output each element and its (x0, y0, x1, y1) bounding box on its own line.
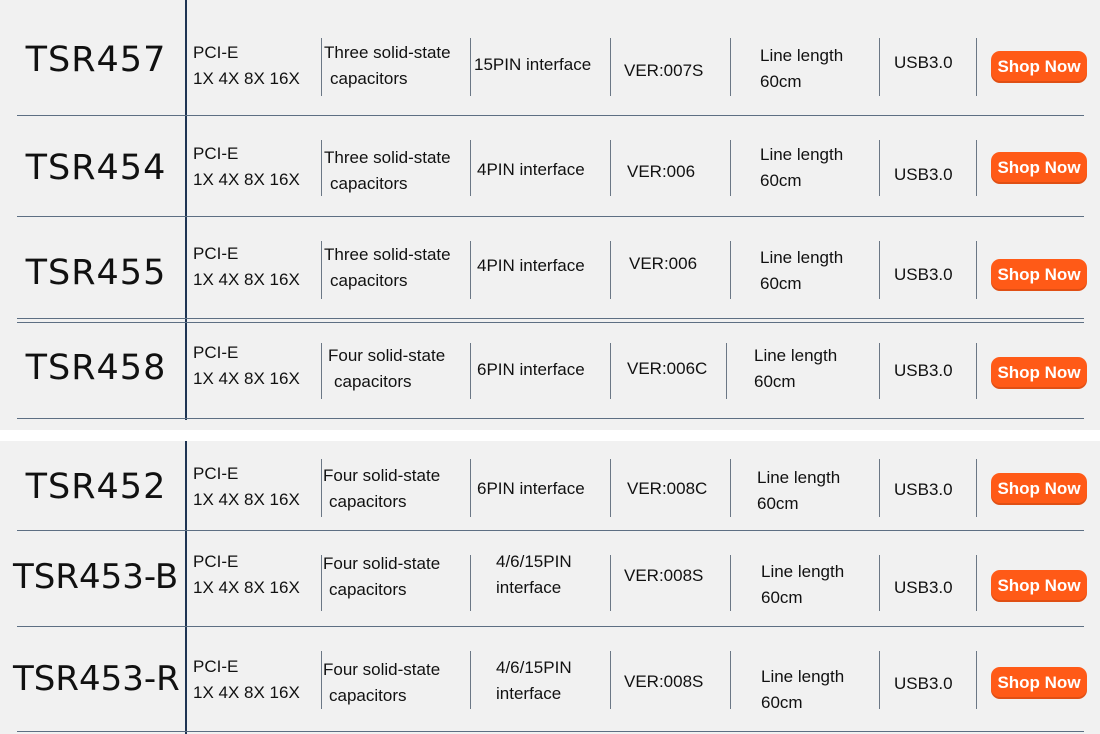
slot-type-line2: 1X 4X 8X 16X (193, 369, 300, 388)
line-length-value: 60cm (761, 588, 803, 607)
shop-now-button[interactable]: Shop Now (991, 259, 1087, 291)
column-separator (610, 343, 611, 399)
line-length (761, 664, 844, 716)
table-row (0, 0, 1100, 115)
shop-now-button[interactable]: Shop Now (991, 570, 1087, 602)
section-gap (0, 430, 1100, 441)
slot-type-line1: PCI-E (193, 464, 239, 483)
column-separator (730, 555, 731, 611)
capacitors (324, 40, 451, 92)
capacitors-line2: capacitors (329, 580, 407, 599)
column-separator (610, 38, 611, 96)
line-length (760, 245, 843, 297)
model-name: TSR453-R (13, 659, 180, 699)
column-separator (879, 555, 880, 611)
slot-type-line1: PCI-E (193, 552, 239, 571)
line-length-label: Line length (761, 667, 845, 686)
interface (496, 655, 572, 707)
capacitors-line2: capacitors (330, 69, 408, 88)
model-name: TSR455 (25, 253, 167, 293)
column-separator (470, 555, 471, 611)
column-separator (470, 241, 471, 299)
interface-line1: 4/6/15PIN (496, 552, 572, 571)
capacitors-line2: capacitors (330, 271, 408, 290)
column-separator (321, 241, 322, 299)
capacitors (323, 551, 440, 603)
column-separator (470, 343, 471, 399)
column-separator (730, 38, 731, 96)
column-separator (321, 651, 322, 709)
capacitors-line2: capacitors (330, 174, 408, 193)
model-name: TSR458 (25, 348, 167, 388)
interface (474, 52, 591, 78)
capacitors (324, 242, 451, 294)
slot-type-line1: PCI-E (193, 43, 239, 62)
column-separator (726, 343, 727, 399)
line-length-value: 60cm (760, 274, 802, 293)
capacitors-line2: capacitors (329, 686, 407, 705)
slot-type-line2: 1X 4X 8X 16X (193, 270, 300, 289)
model-name: TSR454 (25, 148, 167, 188)
column-separator (321, 459, 322, 517)
column-separator (879, 241, 880, 299)
slot-type-line2: 1X 4X 8X 16X (193, 490, 300, 509)
capacitors (328, 343, 445, 395)
slot-type (193, 549, 300, 601)
column-separator (730, 140, 731, 196)
column-separator (879, 343, 880, 399)
slot-type-line1: PCI-E (193, 657, 239, 676)
slot-type (193, 654, 300, 706)
table-row (0, 627, 1100, 731)
product-table-bottom (0, 441, 1100, 734)
usb-version: USB3.0 (894, 674, 953, 693)
interface-line2: interface (496, 578, 562, 597)
interface (477, 357, 585, 383)
line-length (761, 559, 844, 611)
column-separator (610, 555, 611, 611)
interface-line2: interface (496, 684, 562, 703)
column-separator (976, 555, 977, 611)
table-row (0, 217, 1100, 318)
usb-version: USB3.0 (894, 165, 953, 184)
capacitors-line1: Four solid-state (328, 346, 446, 365)
shop-now-button[interactable]: Shop Now (991, 667, 1087, 699)
column-separator (321, 140, 322, 196)
interface (496, 549, 572, 601)
version: VER:008S (624, 672, 704, 691)
line-length-label: Line length (761, 562, 845, 581)
column-separator (976, 241, 977, 299)
column-separator (976, 651, 977, 709)
interface (477, 253, 585, 279)
column-separator (976, 38, 977, 96)
capacitors-line2: capacitors (329, 492, 407, 511)
version: VER:008C (627, 479, 708, 498)
line-length-label: Line length (760, 145, 844, 164)
column-separator (321, 343, 322, 399)
column-separator (879, 459, 880, 517)
column-separator (470, 38, 471, 96)
version: VER:006 (629, 254, 698, 273)
model-name: TSR457 (25, 40, 167, 80)
shop-now-button[interactable]: Shop Now (991, 473, 1087, 505)
slot-type-line1: PCI-E (193, 144, 239, 163)
version: VER:006 (627, 162, 696, 181)
usb-version: USB3.0 (894, 480, 953, 499)
column-separator (610, 651, 611, 709)
column-separator (879, 651, 880, 709)
column-separator (610, 459, 611, 517)
line-length-value: 60cm (761, 693, 803, 712)
interface (477, 476, 585, 502)
column-separator (730, 241, 731, 299)
capacitors-line1: Four solid-state (323, 554, 441, 573)
line-length-label: Line length (754, 346, 838, 365)
column-separator (879, 38, 880, 96)
shop-now-button[interactable]: Shop Now (991, 51, 1087, 83)
capacitors-line1: Four solid-state (323, 660, 441, 679)
table-row (0, 441, 1100, 530)
slot-type (193, 40, 300, 92)
capacitors-line1: Four solid-state (323, 466, 441, 485)
usb-version: USB3.0 (894, 265, 953, 284)
shop-now-button[interactable]: Shop Now (991, 152, 1087, 184)
interface-line1: 6PIN interface (477, 360, 585, 379)
column-separator (730, 651, 731, 709)
model-name: TSR452 (25, 467, 167, 507)
capacitors-line1: Three solid-state (324, 148, 451, 167)
version: VER:008S (624, 566, 704, 585)
capacitors-line1: Three solid-state (324, 245, 451, 264)
column-separator (321, 555, 322, 611)
line-length-label: Line length (760, 46, 844, 65)
table-row (0, 531, 1100, 626)
column-separator (470, 459, 471, 517)
line-length-value: 60cm (757, 494, 799, 513)
column-separator (976, 459, 977, 517)
slot-type-line1: PCI-E (193, 244, 239, 263)
row-divider (17, 418, 1084, 419)
line-length-value: 60cm (760, 171, 802, 190)
table-row (0, 323, 1100, 418)
column-separator (610, 241, 611, 299)
row-divider (17, 731, 1084, 732)
column-separator (976, 140, 977, 196)
column-separator (470, 651, 471, 709)
usb-version: USB3.0 (894, 53, 953, 72)
column-separator (976, 343, 977, 399)
line-length (754, 343, 837, 395)
capacitors-line1: Three solid-state (324, 43, 451, 62)
column-separator (321, 38, 322, 96)
line-length (760, 43, 843, 95)
column-separator (610, 140, 611, 196)
version: VER:007S (624, 61, 704, 80)
table-row (0, 116, 1100, 216)
column-separator (730, 459, 731, 517)
interface-line1: 15PIN interface (474, 55, 592, 74)
interface-line1: 6PIN interface (477, 479, 585, 498)
line-length-value: 60cm (760, 72, 802, 91)
line-length-value: 60cm (754, 372, 796, 391)
line-length (760, 142, 843, 194)
slot-type (193, 340, 300, 392)
shop-now-button[interactable]: Shop Now (991, 357, 1087, 389)
usb-version: USB3.0 (894, 578, 953, 597)
interface (477, 157, 585, 183)
slot-type-line2: 1X 4X 8X 16X (193, 578, 300, 597)
slot-type (193, 241, 300, 293)
capacitors (323, 657, 440, 709)
slot-type (193, 461, 300, 513)
interface-line1: 4/6/15PIN (496, 658, 572, 677)
slot-type-line2: 1X 4X 8X 16X (193, 69, 300, 88)
slot-type-line2: 1X 4X 8X 16X (193, 170, 300, 189)
line-length-label: Line length (760, 248, 844, 267)
column-separator (470, 140, 471, 196)
line-length-label: Line length (757, 468, 841, 487)
interface-line1: 4PIN interface (477, 256, 585, 275)
capacitors (324, 145, 451, 197)
slot-type (193, 141, 300, 193)
capacitors-line2: capacitors (334, 372, 412, 391)
slot-type-line2: 1X 4X 8X 16X (193, 683, 300, 702)
interface-line1: 4PIN interface (477, 160, 585, 179)
version: VER:006C (627, 359, 708, 378)
line-length (757, 465, 840, 517)
model-name: TSR453-B (13, 557, 179, 597)
slot-type-line1: PCI-E (193, 343, 239, 362)
capacitors (323, 463, 440, 515)
column-separator (879, 140, 880, 196)
usb-version: USB3.0 (894, 361, 953, 380)
